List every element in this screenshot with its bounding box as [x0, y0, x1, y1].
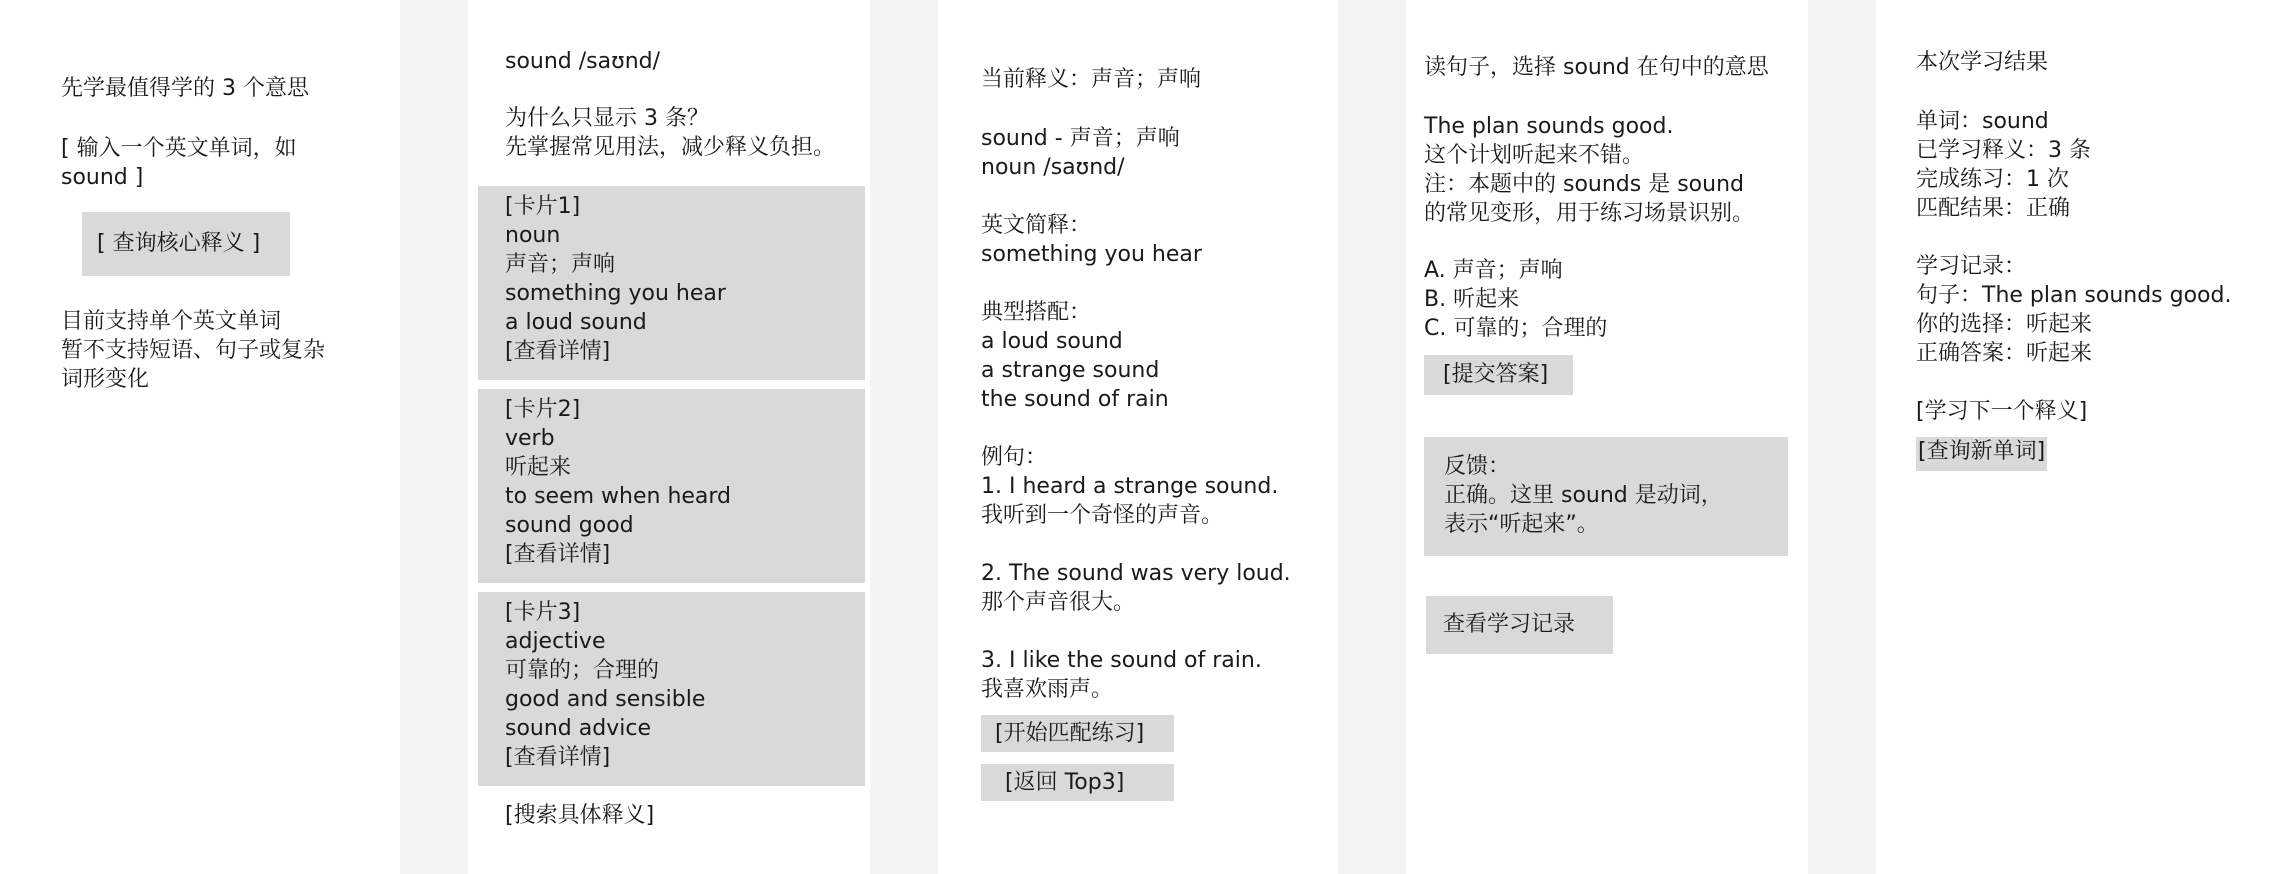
card-en-definition: good and sensible [505, 687, 706, 712]
card-cn-meaning: 可靠的；合理的 [505, 658, 660, 683]
result-practice-count: 完成练习：1 次 [1916, 167, 2069, 192]
examples-label: 例句： [981, 445, 1048, 470]
support-note [61, 307, 325, 394]
screen1-heading: 先学最值得学的 3 个意思 [61, 76, 309, 101]
en-definition-label: 英文简释： [981, 213, 1092, 238]
screen-top3-cards [468, 0, 870, 874]
card-pos: noun [505, 223, 561, 248]
word-header: sound /saʊnd/ [505, 49, 661, 74]
example-cn: 我听到一个奇怪的声音。 [981, 503, 1224, 528]
card-cn-meaning: 听起来 [505, 455, 572, 480]
record-label: 学习记录： [1916, 254, 2027, 279]
card-pos: adjective [505, 629, 606, 654]
card-en-definition: something you hear [505, 281, 726, 306]
example-cn: 那个声音很大。 [981, 590, 1136, 615]
current-meaning: 当前释义：声音；声响 [981, 67, 1202, 92]
meaning-card-1[interactable] [478, 186, 865, 380]
screen-result [1876, 0, 2278, 874]
result-match-status: 匹配结果：正确 [1916, 196, 2071, 221]
pos-phonetic: noun /saʊnd/ [981, 155, 1125, 180]
submit-answer-button[interactable]: [提交答案] [1424, 355, 1573, 395]
card-collocation: sound good [505, 513, 634, 538]
support-note-line1: 目前支持单个英文单词 [61, 309, 282, 334]
record-choice: 你的选择：听起来 [1916, 312, 2093, 337]
result-word: 单词：sound [1916, 109, 2049, 134]
card-tag: [卡片1] [505, 194, 581, 219]
feedback-line1: 正确。这里 sound 是动词， [1444, 483, 1723, 508]
support-note-line3: 词形变化 [61, 367, 150, 392]
option-c[interactable]: C. 可靠的；合理的 [1424, 316, 1608, 341]
en-definition: something you hear [981, 242, 1202, 267]
card-pos: verb [505, 426, 555, 451]
option-a[interactable]: A. 声音；声响 [1424, 258, 1563, 283]
card-tag: [卡片3] [505, 600, 581, 625]
practice-sentence: The plan sounds good. [1424, 114, 1674, 139]
example-cn: 我喜欢雨声。 [981, 677, 1114, 702]
word-input-hint-line1: [ 输入一个英文单词，如 [61, 136, 297, 161]
example-en: 1. I heard a strange sound. [981, 474, 1279, 499]
view-study-record-button[interactable]: 查看学习记录 [1426, 596, 1613, 654]
example-en: 2. The sound was very loud. [981, 561, 1291, 586]
support-note-line2: 暂不支持短语、句子或复杂 [61, 338, 326, 363]
result-summary [1916, 107, 2091, 223]
practice-prompt: 读句子，选择 sound 在句中的意思 [1424, 55, 1769, 80]
collocations-block [981, 298, 1169, 414]
collocation-item: a strange sound [981, 358, 1160, 383]
word-meaning: sound - 声音；声响 [981, 126, 1180, 151]
search-specific-meaning-link[interactable]: [搜索具体释义] [505, 803, 655, 828]
query-core-meanings-button[interactable]: [ 查询核心释义 ] [82, 212, 290, 276]
feedback-box [1424, 437, 1788, 556]
record-answer: 正确答案：听起来 [1916, 341, 2093, 366]
record-sentence: 句子：The plan sounds good. [1916, 283, 2232, 308]
option-b[interactable]: B. 听起来 [1424, 287, 1520, 312]
screen-meaning-detail [938, 0, 1338, 874]
card-collocation: sound advice [505, 716, 651, 741]
query-new-word-button[interactable]: [查询新单词] [1916, 437, 2047, 471]
study-record [1916, 252, 2231, 368]
learn-next-meaning-link[interactable]: [学习下一个释义] [1916, 399, 2088, 424]
screen-practice [1406, 0, 1808, 874]
card-detail-link[interactable]: [查看详情] [505, 339, 611, 364]
word-input[interactable] [61, 134, 297, 192]
examples-block [981, 443, 1291, 704]
result-learned-count: 已学习释义：3 条 [1916, 138, 2091, 163]
example-en: 3. I like the sound of rain. [981, 648, 1262, 673]
practice-note-line2: 的常见变形，用于练习场景识别。 [1424, 201, 1755, 226]
meaning-card-2[interactable] [478, 389, 865, 583]
card-collocation: a loud sound [505, 310, 647, 335]
answer-options [1424, 256, 1607, 343]
feedback-label: 反馈： [1444, 454, 1511, 479]
card-en-definition: to seem when heard [505, 484, 732, 509]
screen-search [0, 0, 400, 874]
practice-note-line1: 注：本题中的 sounds 是 sound [1424, 172, 1744, 197]
collocation-item: the sound of rain [981, 387, 1169, 412]
why-three-title: 为什么只显示 3 条？ [505, 106, 709, 131]
collocation-item: a loud sound [981, 329, 1123, 354]
why-three-text: 先掌握常见用法，减少释义负担。 [505, 135, 836, 160]
why-three-section [505, 104, 835, 162]
card-detail-link[interactable]: [查看详情] [505, 745, 611, 770]
result-title: 本次学习结果 [1916, 50, 2049, 75]
feedback-line2: 表示“听起来”。 [1444, 512, 1599, 537]
card-detail-link[interactable]: [查看详情] [505, 542, 611, 567]
card-cn-meaning: 声音；声响 [505, 252, 616, 277]
word-meaning-block [981, 124, 1180, 182]
practice-translation: 这个计划听起来不错。 [1424, 143, 1645, 168]
en-definition-block [981, 211, 1202, 269]
collocations-label: 典型搭配： [981, 300, 1092, 325]
back-to-top3-button[interactable]: [返回 Top3] [981, 764, 1174, 801]
practice-sentence-block [1424, 112, 1754, 228]
meaning-card-3[interactable] [478, 592, 865, 786]
card-tag: [卡片2] [505, 397, 581, 422]
word-input-hint-line2: sound ] [61, 165, 144, 190]
start-match-practice-button[interactable]: [开始匹配练习] [981, 715, 1174, 752]
